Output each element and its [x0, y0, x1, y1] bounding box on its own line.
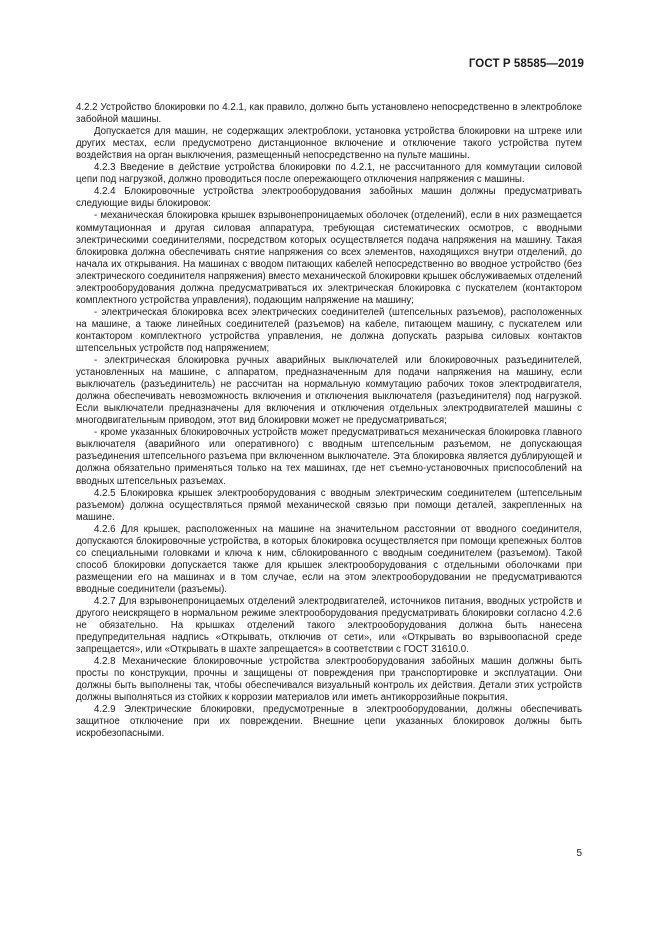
paragraph-4-2-3: 4.2.3 Введение в действие устройства блокировки по 4.2.1, не рассчитанного для коммутации силовой цепи под нагрузкой, должно проводиться после опережающего отключения напряжения с машины.: [76, 162, 582, 186]
paragraph-4-2-7: 4.2.7 Для взрывонепроницаемых отделений электродвигателей, источников питания, вводных устройств и другого неискрящего в нормальном режиме электрооборудования предусматривать блокировки согласно 4.2.6 не обязательно. На крышках отделений такого электрооборудования должна быть нанесена предупредительная надпись «Открывать, отключив от сети», или «Открывать во взрывоопасной среде запрещается», или «Открывать в шахте запрещается» в соответствии с ГОСТ 31610.0.: [76, 595, 582, 656]
list-item-main-switch: - кроме указанных блокировочных устройств может предусматриваться механическая блокировка главного выключателя (аварийного или оперативного) с вводным штепсельным разъемом, не допускающая разъединения штепсельного разъема при включенном выключателе. Эта блокировка является дублирующей и должна обязательно применяться только на тех машинах, где нет съемно-установочных приспособлений на вводных штепсельных разъемах.: [76, 427, 582, 487]
paragraph-4-2-9: 4.2.9 Электрические блокировки, предусмотренные в электрооборудовании, должны обеспечивать защитное отключение при их повреждении. Внешние цепи указанных блокировок должны быть искробезопасными.: [76, 704, 582, 740]
paragraph-4-2-2: 4.2.2 Устройство блокировки по 4.2.1, как правило, должно быть установлено непосредственно в электроблоке забойной машины.: [76, 102, 582, 126]
paragraph-4-2-4: 4.2.4 Блокировочные устройства электрооборудования забойных машин должны предусматривать следующие виды блокировок:: [76, 186, 582, 210]
paragraph-4-2-8: 4.2.8 Механические блокировочные устройства электрооборудования забойных машин должны быть просты по конструкции, прочны и защищены от повреждения при транспортировке и эксплуатации. Они должны быть выполнены так, чтобы обеспечивался визуальный контроль их действия. Детали этих устройств должны выполняться из стойких к коррозии материалов или иметь антикоррозийные покрытия.: [76, 656, 582, 704]
paragraph-4-2-5: 4.2.5 Блокировка крышек электрооборудования с вводным электрическим соединителем (штепсельным разъемом) должна осуществляться прямой механической связью при помощи деталей, закрепленных на машине.: [76, 487, 582, 523]
standard-header: ГОСТ Р 58585—2019: [468, 58, 584, 70]
list-item-mechanical-lock: - механическая блокировка крышек взрывонепроницаемых оболочек (отделений), если в них размещается коммутационная и другая силовая аппаратура, требующая систематических осмотров, с вводными электрическими соединителями, посредством которых осуществляется подача напряжения на машину. Такая блокировка должна обеспечивать снятие напряжения со всех элементов, находящихся внутри отделений, до начала их открывания. На машинах с вводом питающих кабелей непосредственно во вводное устройство (без электрического соединителя напряжения) вместо механической блокировки крышек обслуживаемых отделений электрооборудования должна предусматриваться их электрическая блокировка с пускателем (контактором комплектного устройства управления), подающим напряжение на машину;: [76, 210, 582, 306]
list-item-electrical-connectors: - электрическая блокировка всех электрических соединителей (штепсельных разъемов), расположенных на машине, а также линейных соединителей (разъемов) на кабеле, питающем машину, с пускателем или контактором комплектного устройства управления, не должна допускать разрыва силовых контактов штепсельных устройств под напряжением;: [76, 306, 582, 354]
document-body: [76, 90, 582, 741]
list-item-manual-switches: - электрическая блокировка ручных аварийных выключателей или блокировочных разъединителей, установленных на машине, с аппаратом, предназначенным для подачи напряжения на машину, если выключатель (разъединитель) не рассчитан на нормальную коммутацию рабочих токов электродвигателя, должна обеспечивать невозможность включения и отключения выключателя (разъединителя) под нагрузкой. Если выключатели предназначены для включения и отключения отдельных электродвигателей машины с многодвигательным приводом, этот вид блокировки может не предусматриваться;: [76, 355, 582, 427]
paragraph-4-2-6: 4.2.6 Для крышек, расположенных на машине на значительном расстоянии от вводного соединителя, допускаются блокировочные устройства, в которых блокировка осуществляется при помощи крепежных болтов со специальными головками и ключа к ним, сблокированного с вводным соединителем (разъемом). Такой способ блокировки допускается также для крышек электрооборудования с отдельными оболочками при размещении его на машинах и в том случае, если на этом электрооборудовании не предусматриваются вводные соединители (разъемы).: [76, 523, 582, 595]
paragraph-4-2-2-cont: Допускается для машин, не содержащих электроблоки, установка устройства блокировки на штреке или других местах, если предусмотрено дистанционное включение и отключение такого устройства путем воздействия на орган выключения, размещенный непосредственно на пульте машины.: [76, 126, 582, 162]
page-number: 5: [576, 848, 582, 859]
